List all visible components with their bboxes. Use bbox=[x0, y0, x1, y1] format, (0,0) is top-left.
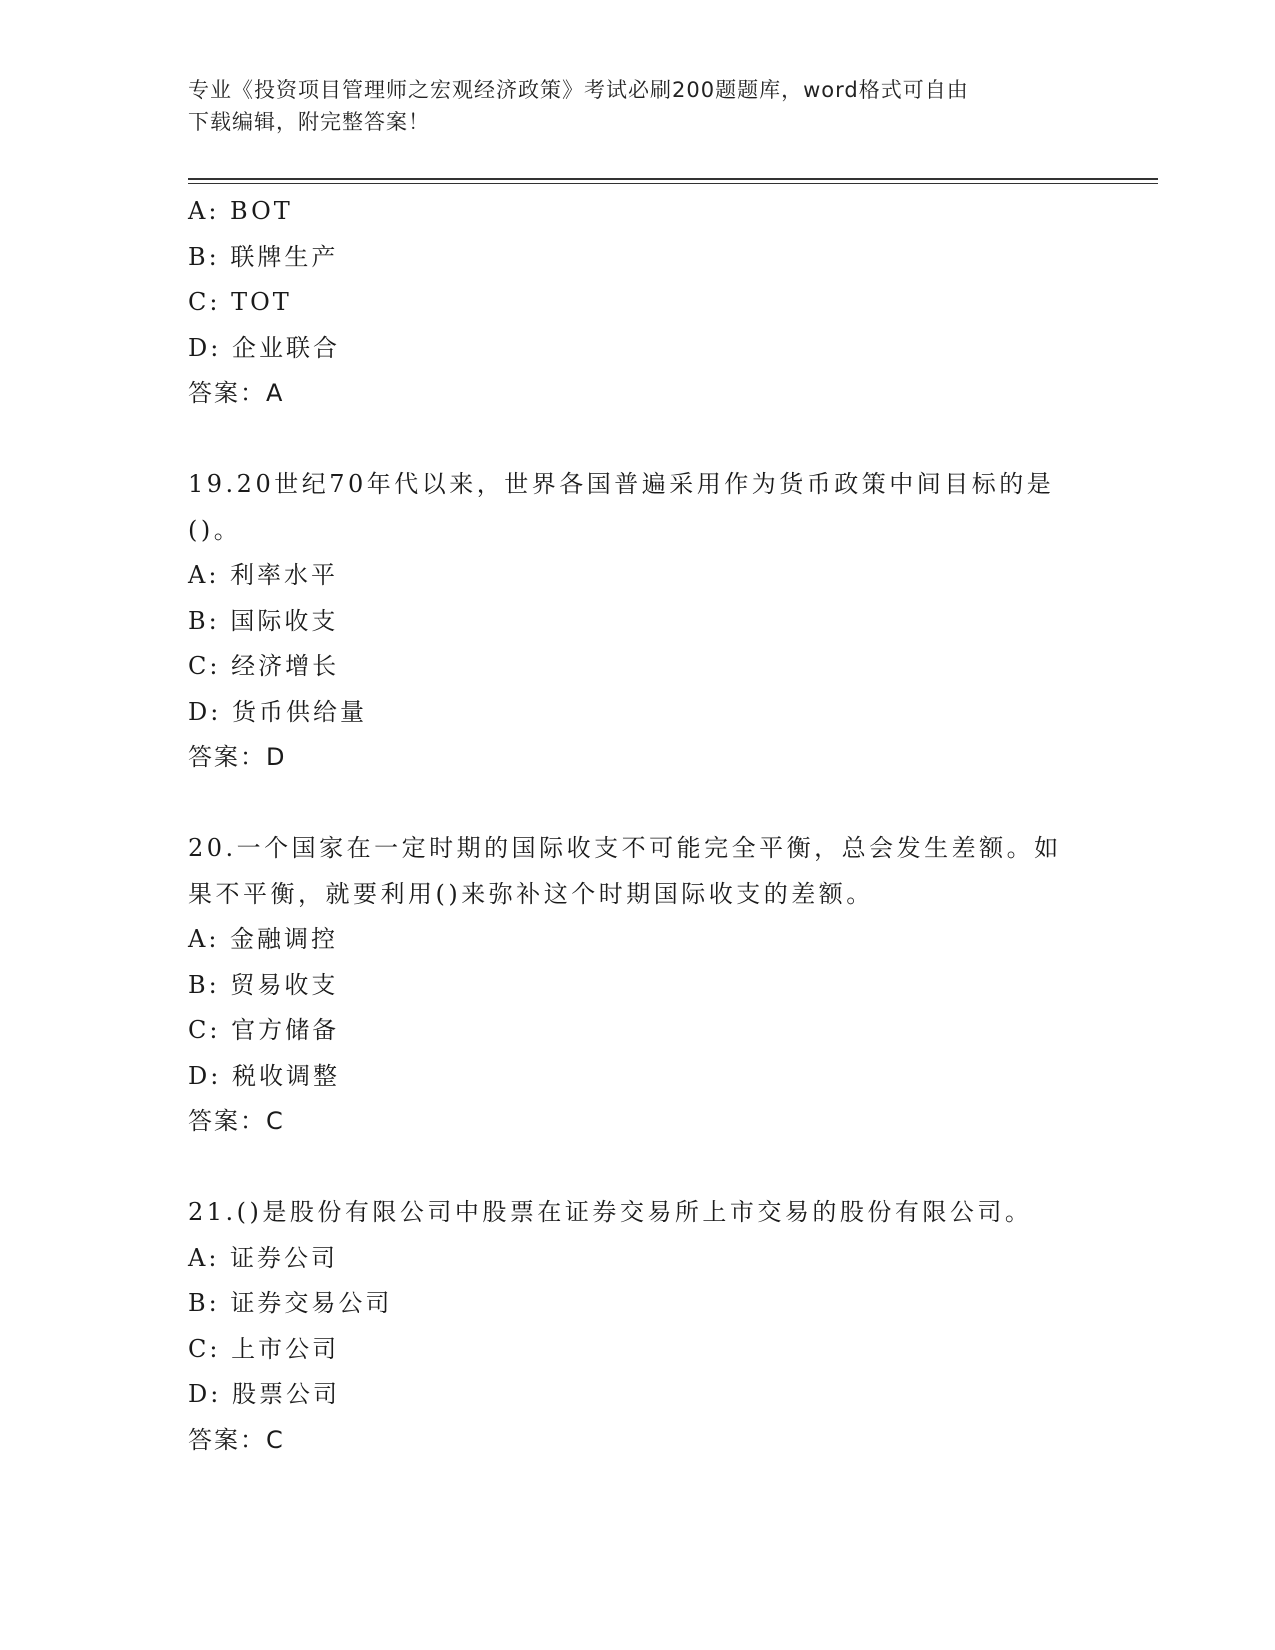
option-c: C: 官方储备 bbox=[188, 1016, 340, 1044]
question-text: 21.()是股份有限公司中股票在证券交易所上市交易的股份有限公司。 bbox=[188, 1198, 1033, 1226]
option-d: D: 税收调整 bbox=[188, 1061, 340, 1090]
option-d: D: 股票公司 bbox=[188, 1380, 340, 1408]
header-line-1: 专业《投资项目管理师之宏观经济政策》考试必刷200题题库，word格式可自由 bbox=[188, 78, 969, 102]
option-c: C: 经济增长 bbox=[188, 652, 340, 680]
option-d: D: 货币供给量 bbox=[188, 697, 367, 726]
header-divider-thick bbox=[188, 178, 1158, 180]
option-b: B: 证券交易公司 bbox=[188, 1289, 393, 1317]
spacer bbox=[188, 781, 1088, 827]
option-a: A: 利率水平 bbox=[188, 561, 339, 589]
question-block-19 bbox=[188, 462, 1088, 781]
option-b: B: 国际收支 bbox=[188, 606, 339, 635]
answer-line: 答案：C bbox=[188, 1107, 285, 1135]
question-list bbox=[188, 189, 1088, 1463]
header-divider-thin bbox=[188, 183, 1158, 184]
spacer bbox=[188, 417, 1088, 463]
document-header bbox=[188, 74, 1088, 138]
option-d: D: 企业联合 bbox=[188, 333, 340, 362]
option-a: A: 金融调控 bbox=[188, 925, 339, 953]
option-c: C: TOT bbox=[188, 288, 292, 316]
option-a: A: BOT bbox=[188, 197, 293, 225]
question-block-21 bbox=[188, 1190, 1088, 1463]
question-text: 20.一个国家在一定时期的国际收支不可能完全平衡，总会发生差额。如果不平衡，就要利用()来弥补这个时期国际收支的差额。 bbox=[188, 834, 1062, 908]
header-line-2: 下载编辑，附完整答案！ bbox=[188, 110, 430, 134]
option-a: A: 证券公司 bbox=[188, 1243, 339, 1272]
question-block-20 bbox=[188, 826, 1088, 1145]
question-block-18 bbox=[188, 189, 1088, 417]
answer-line: 答案：A bbox=[188, 379, 285, 407]
answer-line: 答案：C bbox=[188, 1425, 285, 1454]
option-c: C: 上市公司 bbox=[188, 1334, 340, 1363]
spacer bbox=[188, 1145, 1088, 1191]
option-b: B: 贸易收支 bbox=[188, 970, 339, 999]
question-text: 19.20世纪70年代以来，世界各国普遍采用作为货币政策中间目标的是()。 bbox=[188, 470, 1055, 544]
option-b: B: 联牌生产 bbox=[188, 242, 339, 271]
answer-line: 答案：D bbox=[188, 743, 287, 771]
